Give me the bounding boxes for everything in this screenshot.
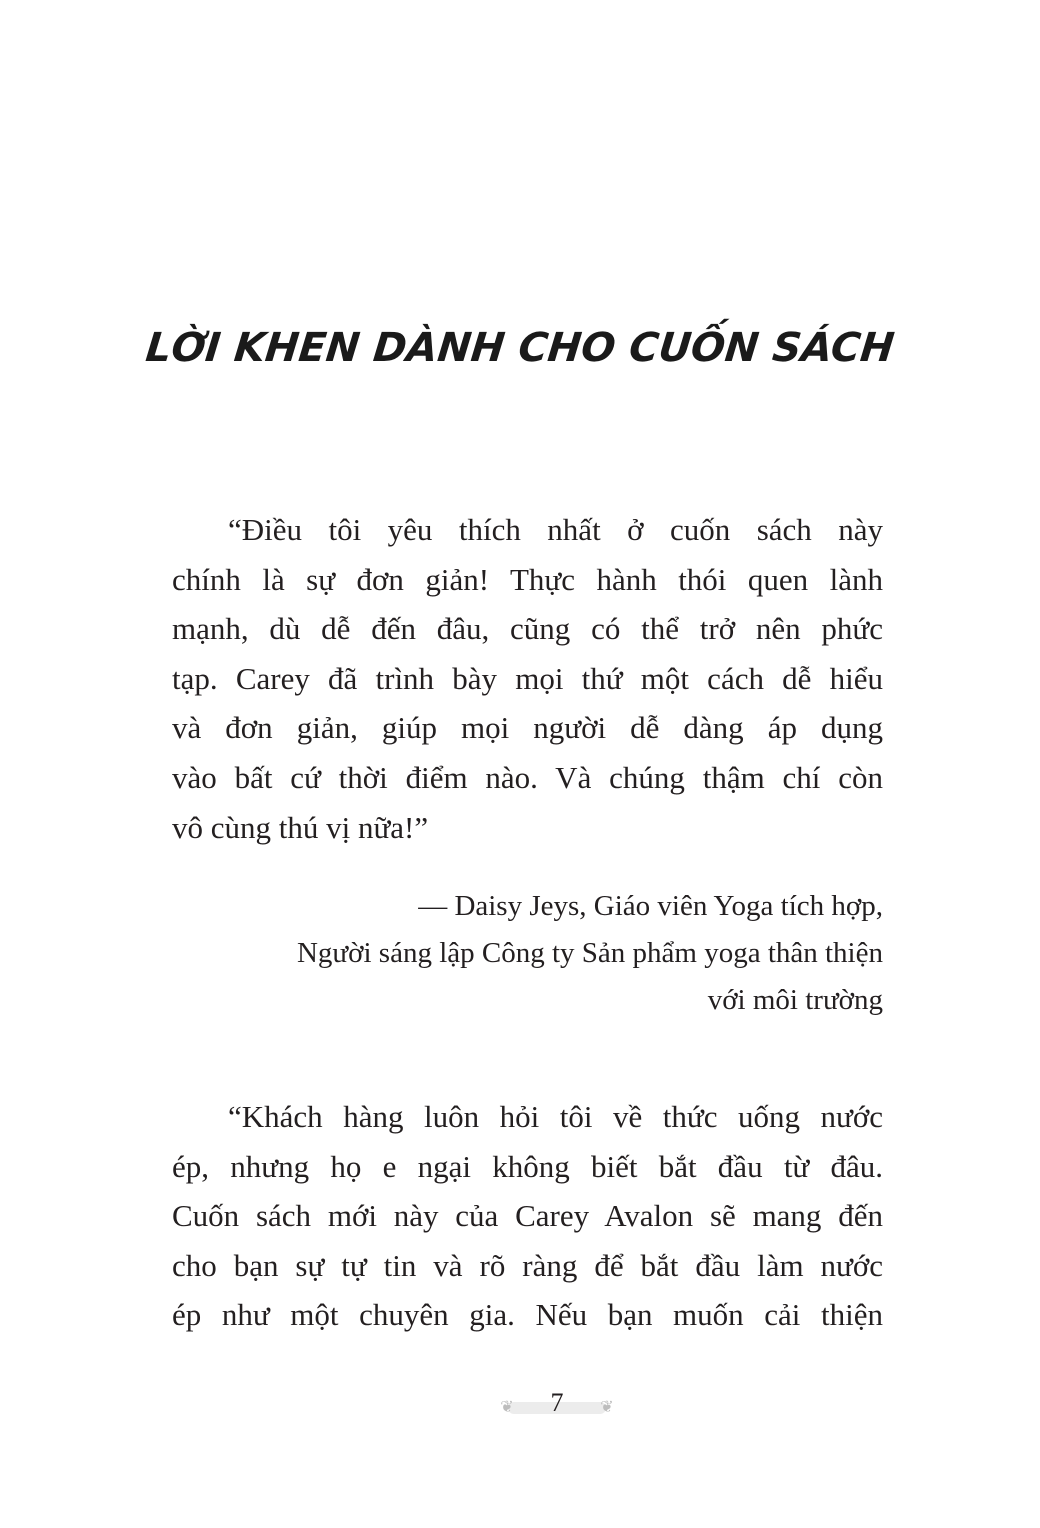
page-title: LỜI KHEN DÀNH CHO CUỐN SÁCH bbox=[143, 325, 897, 371]
leaf-ornament-icon: ❦ bbox=[500, 1397, 514, 1416]
quote-2 bbox=[172, 1092, 883, 1340]
page-footer bbox=[498, 1388, 616, 1418]
attribution-line: Người sáng lập Công ty Sản phẩm yoga thân thiện bbox=[296, 937, 883, 969]
quote-line: ép như một chuyên gia. Nếu bạn muốn cải thiện bbox=[172, 1297, 883, 1333]
quote-line: tạp. Carey đã trình bày mọi thứ một cách dễ hiểu bbox=[172, 660, 883, 696]
quote-line: và đơn giản, giúp mọi người dễ dàng áp dụng bbox=[172, 710, 883, 746]
page-number: 7 bbox=[550, 1388, 564, 1417]
quote-line: vào bất cứ thời điểm nào. Và chúng thậm chí còn bbox=[172, 759, 883, 795]
leaf-ornament-icon: ❦ bbox=[600, 1397, 614, 1416]
quote-line: chính là sự đơn giản! Thực hành thói quen lành bbox=[172, 561, 883, 597]
quote-line: vô cùng thú vị nữa!” bbox=[172, 809, 429, 845]
quote-line: mạnh, dù dễ đến đâu, cũng có thể trở nên phức bbox=[172, 611, 883, 647]
attribution-line: — Daisy Jeys, Giáo viên Yoga tích hợp, bbox=[418, 890, 883, 922]
quote-line: cho bạn sự tự tin và rõ ràng để bắt đầu làm nước bbox=[172, 1247, 883, 1283]
quote-1-attribution bbox=[172, 883, 883, 1024]
quote-line: “Khách hàng luôn hỏi tôi về thức uống nước bbox=[228, 1099, 883, 1134]
quote-line: “Điều tôi yêu thích nhất ở cuốn sách này bbox=[228, 512, 883, 547]
quote-line: Cuốn sách mới này của Carey Avalon sẽ mang đến bbox=[172, 1198, 883, 1234]
attribution-line: với môi trường bbox=[707, 984, 883, 1016]
quote-line: ép, nhưng họ e ngại không biết bắt đầu từ đâu. bbox=[172, 1148, 883, 1184]
quote-1 bbox=[172, 505, 883, 852]
